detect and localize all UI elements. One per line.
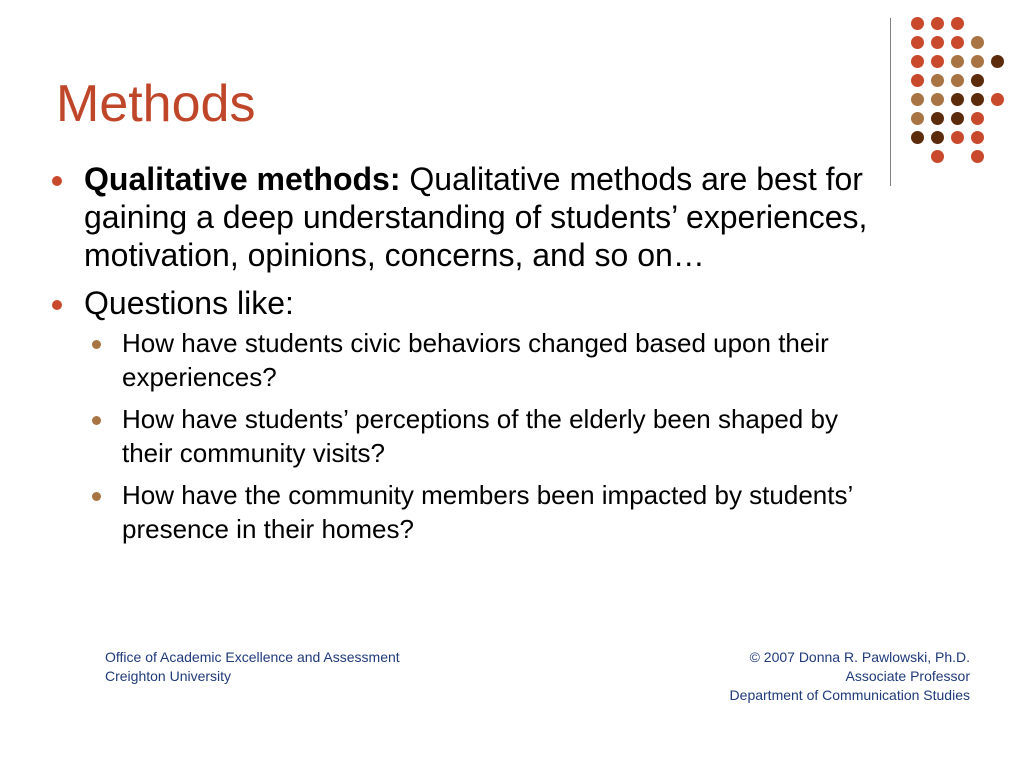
sub-bullet-dot-icon xyxy=(92,340,101,349)
decorative-dot xyxy=(931,17,944,30)
decorative-dot xyxy=(911,17,924,30)
decorative-dot xyxy=(931,36,944,49)
decorative-dot xyxy=(951,112,964,125)
decorative-dot xyxy=(911,36,924,49)
footer-office: Office of Academic Excellence and Assessment xyxy=(105,649,400,665)
footer-university: Creighton University xyxy=(105,668,232,684)
decorative-dot xyxy=(951,131,964,144)
decorative-dot xyxy=(951,36,964,49)
sub-bullet-text: How have students civic behaviors changed based upon their experiences? xyxy=(122,328,829,392)
footer-copyright: © 2007 Donna R. Pawlowski, Ph.D. xyxy=(749,649,970,665)
bullet-bold-label: Qualitative methods: xyxy=(84,161,401,197)
footer-left xyxy=(105,648,400,686)
bullet-dot-icon xyxy=(52,300,62,310)
decorative-dot xyxy=(971,74,984,87)
decorative-dot xyxy=(931,131,944,144)
decorative-dot xyxy=(971,36,984,49)
decorative-dot xyxy=(971,93,984,106)
bullet-item-qualitative-methods xyxy=(44,160,884,274)
bullet-item-questions xyxy=(44,284,884,546)
sub-bullet-text: How have the community members been impacted by students’ presence in their homes? xyxy=(122,480,853,544)
decorative-dot xyxy=(951,17,964,30)
decorative-dot xyxy=(931,112,944,125)
slide-title: Methods xyxy=(56,75,256,133)
sub-bullet-text: How have students’ perceptions of the elderly been shaped by their community visits? xyxy=(122,404,838,468)
bullet-list xyxy=(44,160,884,556)
decorative-dot xyxy=(971,112,984,125)
decorative-dot xyxy=(991,93,1004,106)
footer-right xyxy=(730,648,970,705)
decorative-dot xyxy=(951,74,964,87)
footer-department: Department of Communication Studies xyxy=(729,687,970,703)
decorative-dot xyxy=(911,131,924,144)
decorative-dot xyxy=(931,74,944,87)
decorative-dot xyxy=(971,150,984,163)
decorative-dot xyxy=(951,55,964,68)
sub-bullet-dot-icon xyxy=(92,416,101,425)
bullet-text: Qualitative methods are best for gaining a deep understanding of students’ experiences, motivation, opinions, concerns, and so on… xyxy=(84,161,868,273)
sub-bullet-item xyxy=(84,326,884,394)
decorative-dot xyxy=(971,55,984,68)
bullet-dot-icon xyxy=(52,176,62,186)
decorative-dot xyxy=(911,74,924,87)
decorative-dot xyxy=(931,55,944,68)
sub-bullet-list xyxy=(84,326,884,546)
decorative-dot xyxy=(911,93,924,106)
decorative-dot xyxy=(971,131,984,144)
decorative-dot xyxy=(931,150,944,163)
bullet-text: Questions like: xyxy=(84,285,294,321)
footer-position: Associate Professor xyxy=(845,668,970,684)
decorative-dot xyxy=(991,55,1004,68)
decorative-dot xyxy=(931,93,944,106)
title-divider xyxy=(890,18,891,186)
sub-bullet-item xyxy=(84,402,884,470)
decorative-dot xyxy=(911,112,924,125)
sub-bullet-dot-icon xyxy=(92,492,101,501)
decorative-dot xyxy=(911,55,924,68)
decorative-dot xyxy=(951,93,964,106)
sub-bullet-item xyxy=(84,478,884,546)
